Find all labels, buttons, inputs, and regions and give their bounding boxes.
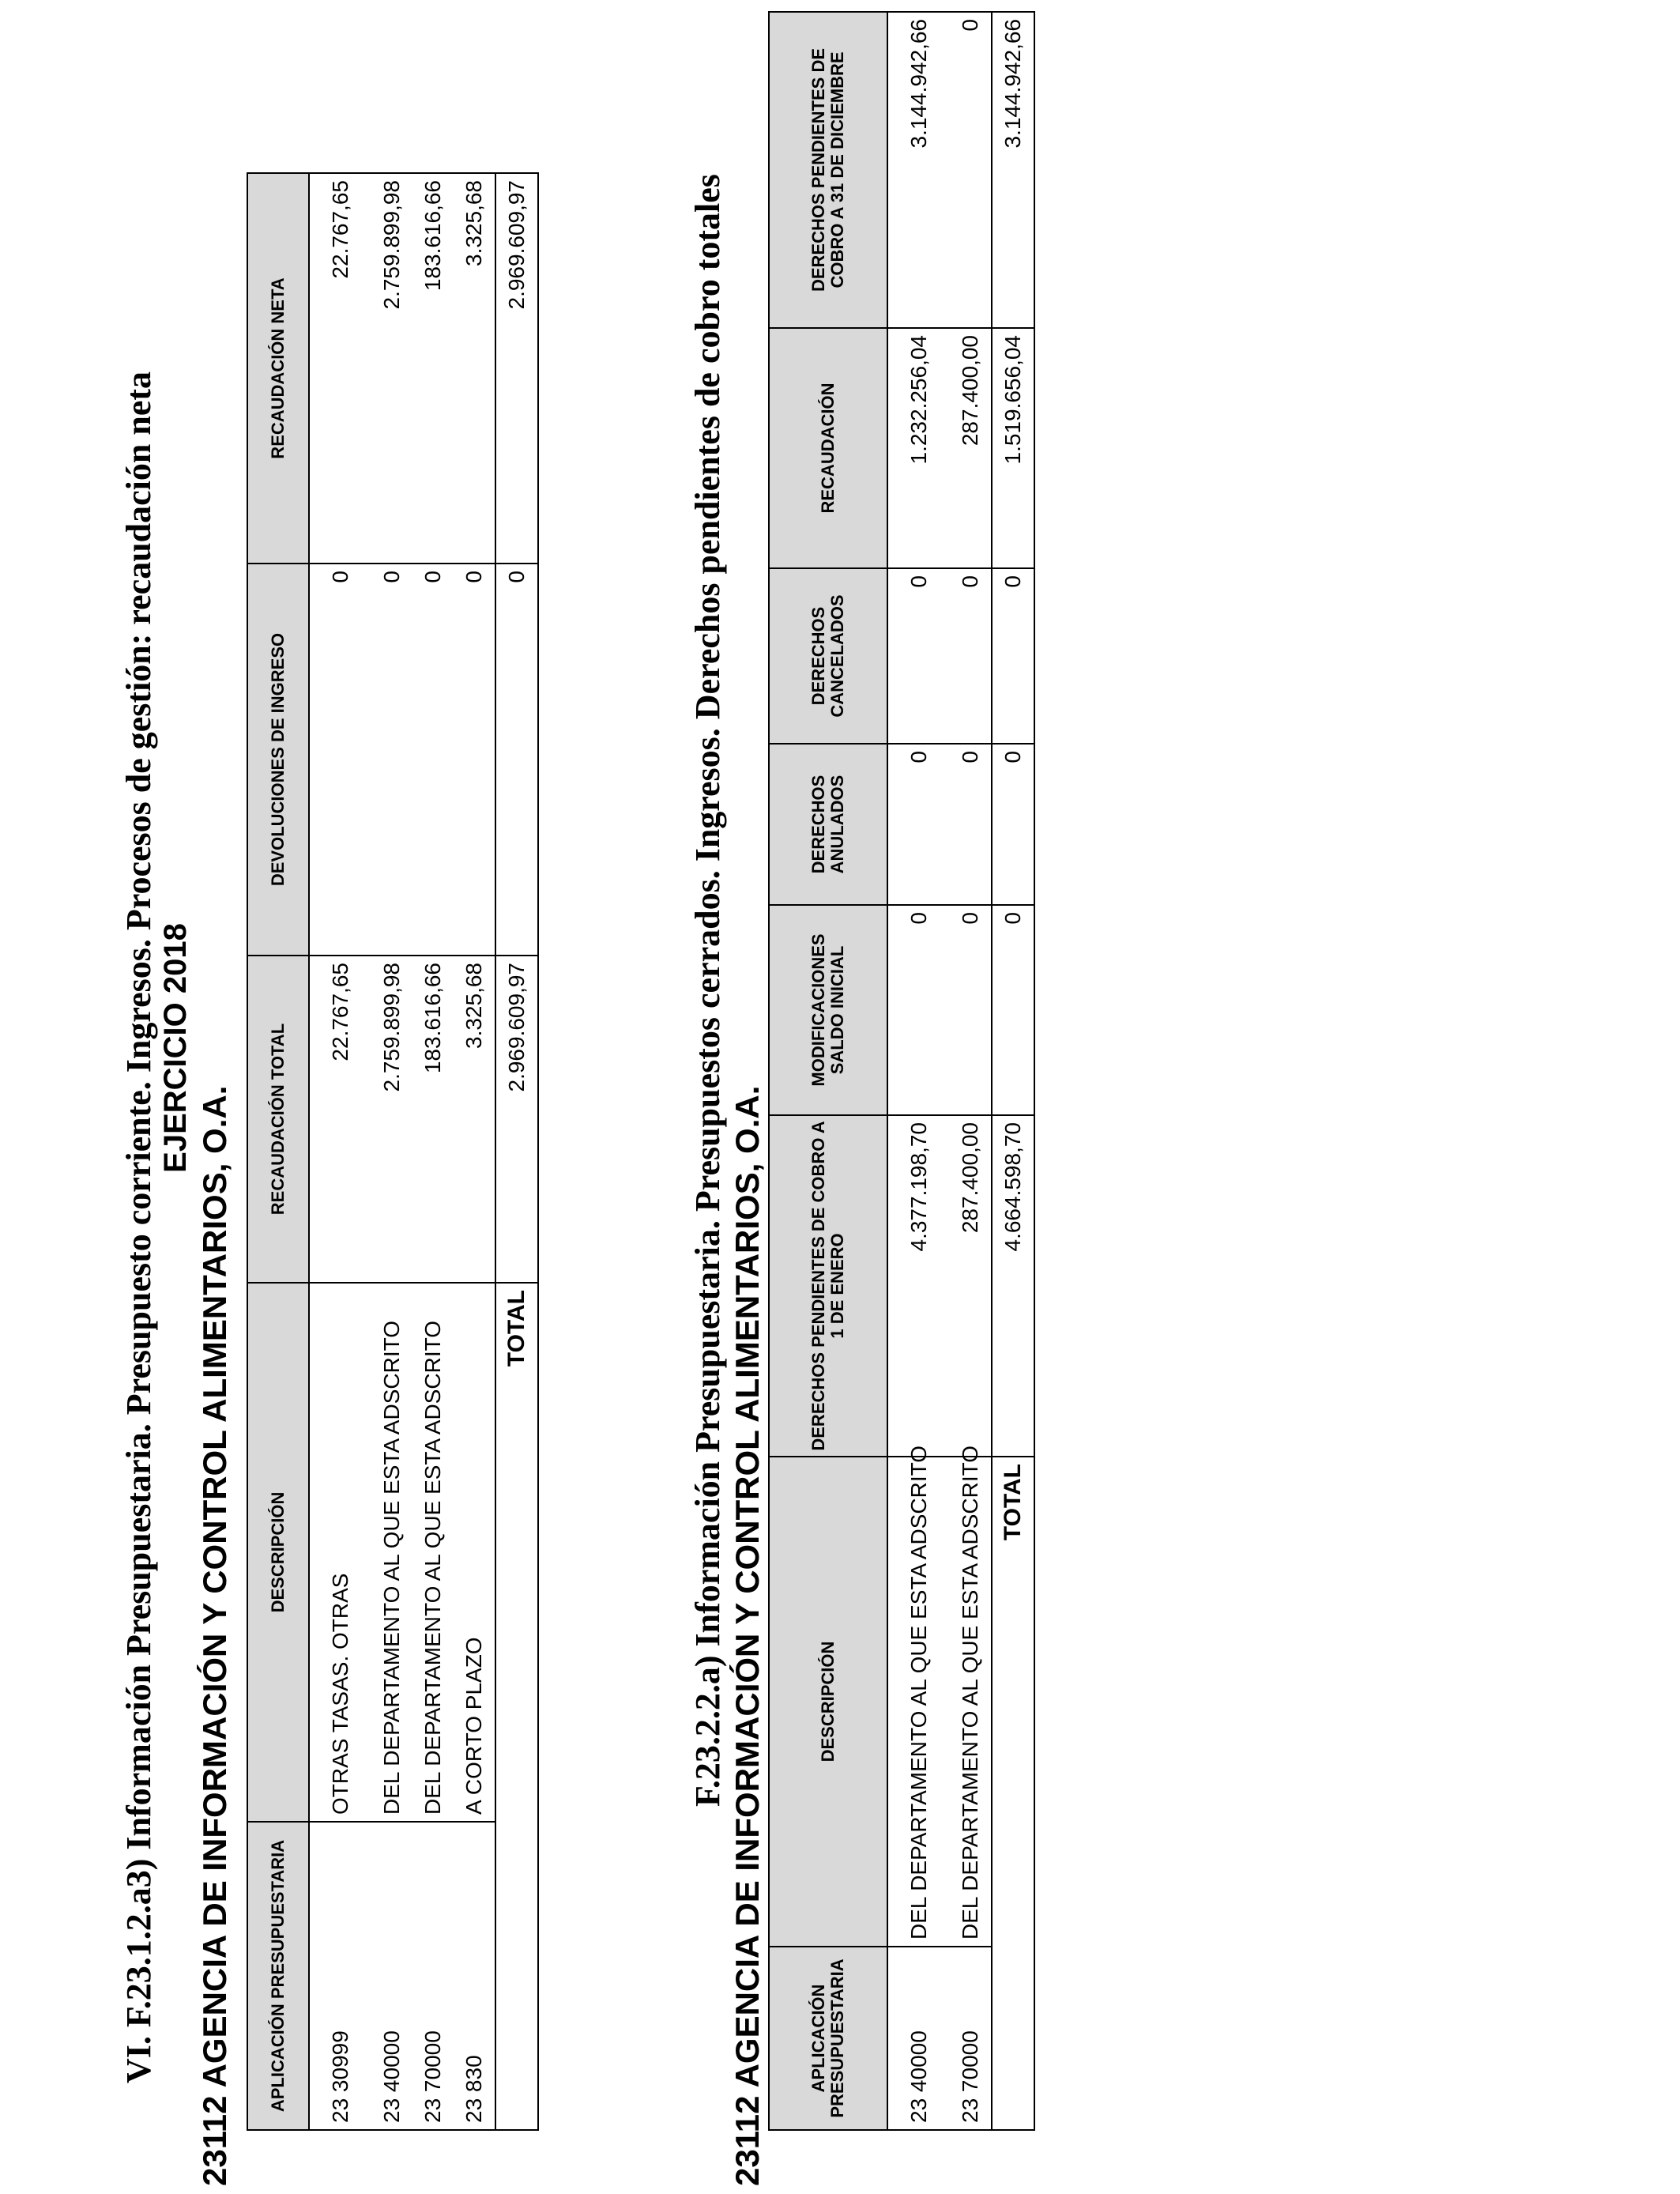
cell-recaudacion-total: 183.616,66 — [412, 956, 454, 1283]
cell-anulados: 0 — [950, 744, 992, 905]
cell-aplicacion: 23 830 — [454, 1822, 495, 2130]
section1-ejercicio: EJERCICIO 2018 — [158, 923, 193, 1173]
cell-devoluciones: 0 — [454, 564, 495, 956]
header-pendientes-enero: DERECHOS PENDIENTES DE COBRO A 1 DE ENERO — [769, 1115, 887, 1457]
total-row — [495, 173, 538, 2130]
header-devoluciones: DEVOLUCIONES DE INGRESO — [247, 564, 309, 956]
table-row — [309, 173, 371, 2130]
cell-pendientes-enero: 287.400,00 — [950, 1115, 992, 1457]
section1-entity: 23112 AGENCIA DE INFORMACIÓN Y CONTROL ALIMENTARIOS, O.A. — [196, 1085, 233, 2186]
total-recaudacion: 1.519.656,04 — [992, 328, 1034, 568]
cell-aplicacion: 23 40000 — [887, 1947, 950, 2130]
total-recaudacion-neta: 2.969.609,97 — [495, 173, 538, 564]
section2-table — [768, 11, 1035, 2131]
section1-table — [247, 172, 539, 2131]
cell-recaudacion-neta: 22.767,65 — [309, 173, 371, 564]
cell-modificaciones: 0 — [887, 905, 950, 1115]
cell-recaudacion-neta: 3.325,68 — [454, 173, 495, 564]
cell-recaudacion: 1.232.256,04 — [887, 328, 950, 568]
table-row — [887, 12, 950, 2130]
cell-recaudacion-neta: 2.759.899,98 — [371, 173, 412, 564]
header-pendientes-diciembre: DERECHOS PENDIENTES DE COBRO A 31 DE DICIEMBRE — [769, 12, 887, 328]
header-modificaciones: MODIFICACIONES SALDO INICIAL — [769, 905, 887, 1115]
cell-recaudacion-total: 2.759.899,98 — [371, 956, 412, 1283]
total-modificaciones: 0 — [992, 905, 1034, 1115]
table-row — [950, 12, 992, 2130]
cell-descripcion: OTRAS TASAS. OTRAS — [309, 1283, 371, 1822]
header-recaudacion-total: RECAUDACIÓN TOTAL — [247, 956, 309, 1283]
total-blank — [992, 1947, 1034, 2130]
cell-devoluciones: 0 — [309, 564, 371, 956]
header-recaudacion: RECAUDACIÓN — [769, 328, 887, 568]
total-cancelados: 0 — [992, 568, 1034, 744]
total-pendientes-diciembre: 3.144.942,66 — [992, 12, 1034, 328]
cell-descripcion: DEL DEPARTAMENTO AL QUE ESTA ADSCRITO — [950, 1457, 992, 1947]
table-row — [412, 173, 454, 2130]
header-descripcion: DESCRIPCIÓN — [769, 1457, 887, 1947]
cell-pendientes-diciembre: 0 — [950, 12, 992, 328]
section2-title: F.23.2.2.a) Información Presupuestaria. Presupuestos cerrados. Ingresos. Derechos pendientes de cobro totales — [688, 174, 727, 1807]
cell-recaudacion-total: 3.325,68 — [454, 956, 495, 1283]
header-aplicacion: APLICACIÓN PRESUPUESTARIA — [247, 1822, 309, 2130]
cell-aplicacion: 23 70000 — [950, 1947, 992, 2130]
table-row — [454, 173, 495, 2130]
total-pendientes-enero: 4.664.598,70 — [992, 1115, 1034, 1457]
cell-anulados: 0 — [887, 744, 950, 905]
cell-devoluciones: 0 — [371, 564, 412, 956]
cell-pendientes-diciembre: 3.144.942,66 — [887, 12, 950, 328]
cell-modificaciones: 0 — [950, 905, 992, 1115]
cell-aplicacion: 23 70000 — [412, 1822, 454, 2130]
cell-recaudacion-total: 22.767,65 — [309, 956, 371, 1283]
section2-entity: 23112 AGENCIA DE INFORMACIÓN Y CONTROL ALIMENTARIOS, O.A. — [729, 1085, 766, 2186]
table-row — [371, 173, 412, 2130]
cell-aplicacion: 23 30999 — [309, 1822, 371, 2130]
cell-devoluciones: 0 — [412, 564, 454, 956]
cell-aplicacion: 23 40000 — [371, 1822, 412, 2130]
header-cancelados: DERECHOS CANCELADOS — [769, 568, 887, 744]
cell-cancelados: 0 — [950, 568, 992, 744]
section1-title: VI. F.23.1.2.a3) Información Presupuestaria. Presupuesto corriente. Ingresos. Procesos de gestión: recaudación neta — [119, 371, 158, 2083]
total-label: TOTAL — [495, 1283, 538, 1822]
cell-descripcion: DEL DEPARTAMENTO AL QUE ESTA ADSCRITO — [371, 1283, 412, 1822]
total-recaudacion-total: 2.969.609,97 — [495, 956, 538, 1283]
header-aplicacion: APLICACIÓN PRESUPUESTARIA — [769, 1947, 887, 2130]
cell-descripcion: A CORTO PLAZO — [454, 1283, 495, 1822]
header-anulados: DERECHOS ANULADOS — [769, 744, 887, 905]
total-row — [992, 12, 1034, 2130]
cell-pendientes-enero: 4.377.198,70 — [887, 1115, 950, 1457]
cell-recaudacion-neta: 183.616,66 — [412, 173, 454, 564]
cell-descripcion: DEL DEPARTAMENTO AL QUE ESTA ADSCRITO — [887, 1457, 950, 1947]
total-blank — [495, 1822, 538, 2130]
header-recaudacion-neta: RECAUDACIÓN NETA — [247, 173, 309, 564]
total-anulados: 0 — [992, 744, 1034, 905]
header-descripcion: DESCRIPCIÓN — [247, 1283, 309, 1822]
cell-recaudacion: 287.400,00 — [950, 328, 992, 568]
cell-cancelados: 0 — [887, 568, 950, 744]
total-label: TOTAL — [992, 1457, 1034, 1947]
total-devoluciones: 0 — [495, 564, 538, 956]
cell-descripcion: DEL DEPARTAMENTO AL QUE ESTA ADSCRITO — [412, 1283, 454, 1822]
